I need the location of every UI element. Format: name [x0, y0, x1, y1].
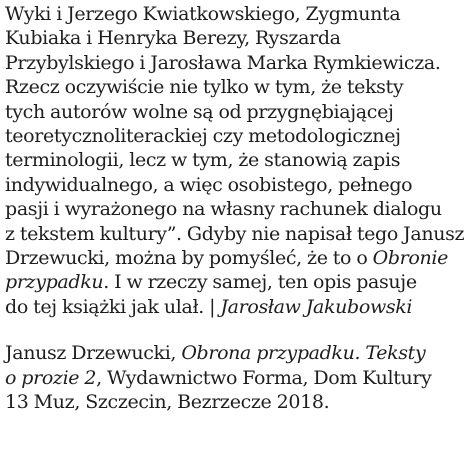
text-run: teoretycznoliterackiej czy metodologicznej [5, 125, 401, 148]
author-signature: Jarosław Jakubowski [220, 295, 413, 318]
text-line [5, 390, 435, 414]
text-run: . I w rzeczy samej, ten opis pasuje [103, 271, 417, 294]
paragraph-gap [5, 319, 435, 341]
text-line [5, 366, 435, 390]
book-title-italic: Obrona przypadku. Teksty [181, 342, 426, 365]
text-line [5, 222, 464, 246]
text-run: Rzecz oczywiście nie tylko w tym, że teksty [5, 76, 404, 99]
text-run: pasji i wyrażonego na własny rachunek dialogu [5, 198, 442, 221]
text-run: Drzewucki, można by pomyśleć, że to o [5, 247, 373, 270]
text-line [5, 246, 448, 270]
text-run: Janusz Drzewucki, [5, 342, 182, 365]
book-title-italic: przypadku [5, 271, 104, 294]
citation-paragraph [5, 341, 435, 414]
text-run: terminologii, lecz w tym, że stanowią zapis [5, 149, 401, 172]
text-line [5, 148, 435, 172]
text-run: tych autorów wolne są od przygnębiającej [5, 100, 394, 123]
book-title-italic: o prozie 2 [5, 366, 97, 389]
text-line [5, 100, 435, 124]
text-run: indywidualnego, a więc osobistego, pełnego [5, 173, 413, 196]
page [5, 2, 464, 415]
text-run: z tekstem kultury”. Gdyby nie napisał tego Janusz [5, 222, 464, 245]
text-line [5, 341, 435, 365]
book-title-italic: Obronie [372, 247, 448, 270]
text-line [5, 26, 435, 50]
text-run: Kubiaka i Henryka Berezy, Ryszarda [5, 27, 341, 50]
text-line [5, 173, 435, 197]
text-line [5, 197, 442, 221]
text-run: Wyki i Jerzego Kwiatkowskiego, Zygmunta [5, 3, 401, 25]
text-line [5, 51, 441, 75]
text-run: Przybylskiego i Jarosława Marka Rymkiewicza. [5, 51, 441, 74]
text-run: do tej książki jak ulał. | [5, 295, 221, 318]
text-run: 13 Muz, Szczecin, Bezrzecze 2018. [5, 391, 330, 414]
text-line [5, 124, 435, 148]
text-line [5, 295, 435, 319]
text-line [5, 75, 435, 99]
text-line [5, 2, 435, 26]
review-paragraph [5, 2, 464, 319]
text-run: , Wydawnictwo Forma, Dom Kultury [96, 366, 432, 389]
text-line [5, 270, 435, 294]
